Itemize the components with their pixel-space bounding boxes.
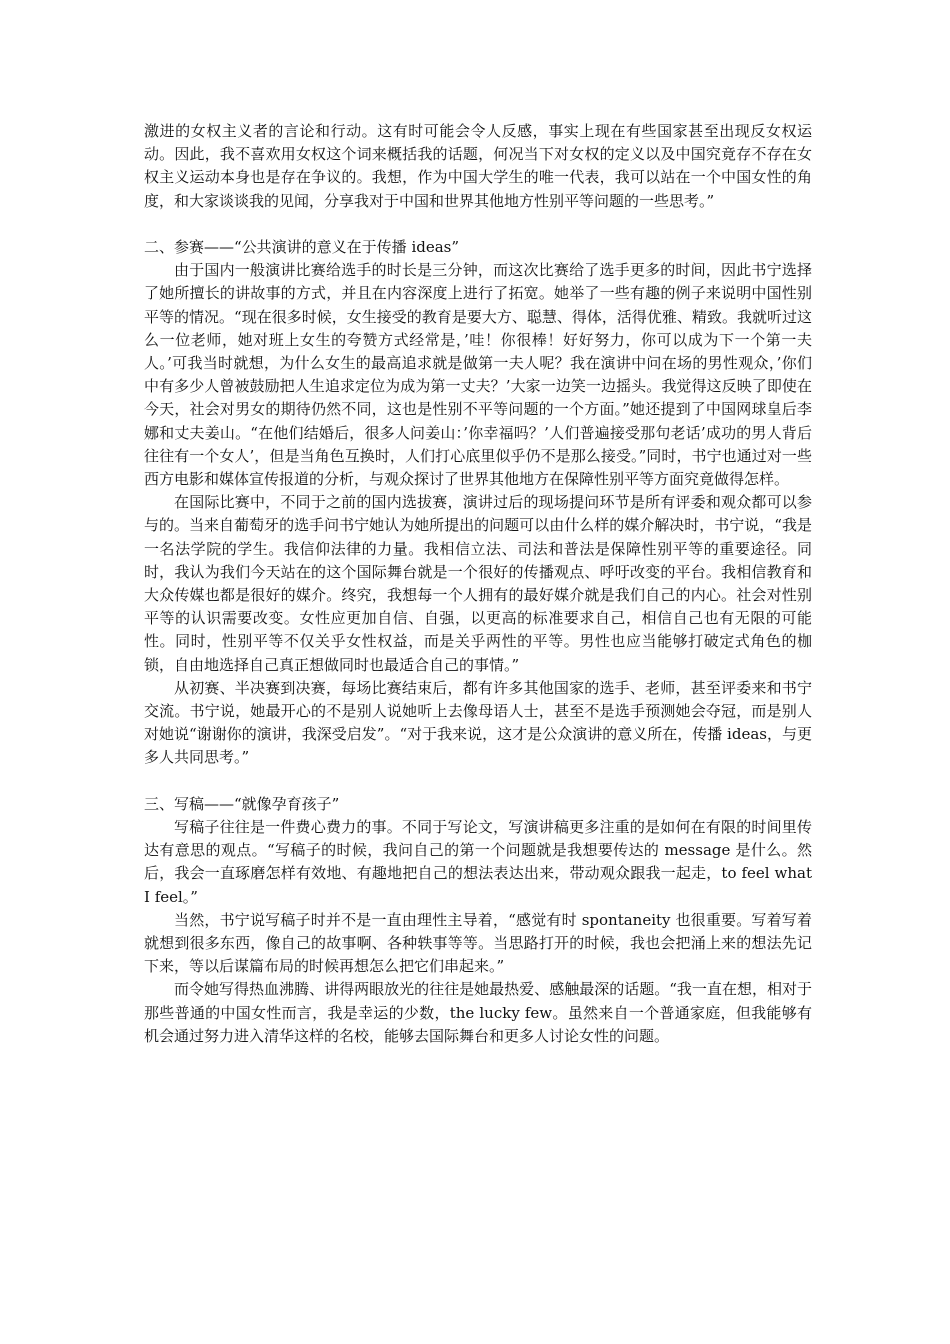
intro-paragraph: 激进的女权主义者的言论和行动。这有时可能会令人反感，事实上现在有些国家甚至出现反女权运动。因此，我不喜欢用女权这个词来概括我的话题，何况当下对女权的定义以及中国究竟存不存在女权主义运动本身也是存在争议的。我想，作为中国大学生的唯一代表，我可以站在一个中国女性的角度，和大家谈谈我的见闻，分享我对于中国和世界其他地方性别平等问题的一些思考。” <box>144 122 812 210</box>
section-2-paragraph-1: 由于国内一般演讲比赛给选手的时长是三分钟，而这次比赛给了选手更多的时间，因此书宁选择了她所擅长的讲故事的方式，并且在内容深度上进行了拓宽。她举了一些有趣的例子来说明中国性别平等的情况。“现在很多时候，女生接受的教育是要大方、聪慧、得体，活得优雅、精致。我就听过这么一位老师，她对班上女生的夸赞方式经常是，’哇！你很棒！好好努力，你可以成为下一个第一夫人。’可我当时就想，为什么女生的最高追求就是做第一夫人呢？我在演讲中问在场的男性观众，’你们中有多少人曾被鼓励把人生追求定位为成为第一丈夫？’大家一边笑一边摇头。我觉得这反映了即使在今天，社会对男女的期待仍然不同，这也是性别不平等问题的一个方面。”她还提到了中国网球皇后李娜和丈夫姜山。“在他们结婚后，很多人问姜山：’你幸福吗？’人们普遍接受那句老话’成功的男人背后往往有一个女人’，但是当角色互换时，人们打心底里似乎仍不是那么接受。”同时，书宁也通过对一些西方电影和媒体宣传报道的分析，与观众探讨了世界其他地方在保障性别平等方面究竟做得怎样。 <box>144 261 812 489</box>
section-2-paragraph-2: 在国际比赛中，不同于之前的国内选拔赛，演讲过后的现场提问环节是所有评委和观众都可以参与的。当来自葡萄牙的选手问书宁她认为她所提出的问题可以由什么样的媒介解决时，书宁说，“我是一名法学院的学生。我信仰法律的力量。我相信立法、司法和普法是保障性别平等的重要途径。同时，我认为我们今天站在的这个国际舞台就是一个很好的传播观点、呼吁改变的平台。我相信教育和大众传媒也都是很好的媒介。终究，我想每一个人拥有的最好媒介就是我们自己的内心。社会对性别平等的认识需要改变。女性应更加自信、自强，以更高的标准要求自己，相信自己也有无限的可能性。同时，性别平等不仅关乎女性权益，而是关乎两性的平等。男性也应当能够打破定式角色的枷锁，自由地选择自己真正想做同时也最适合自己的事情。” <box>144 493 812 674</box>
section-2-paragraph-3: 从初赛、半决赛到决赛，每场比赛结束后，都有许多其他国家的选手、老师，甚至评委来和书宁交流。书宁说，她最开心的不是别人说她听上去像母语人士，甚至不是选手预测她会夺冠，而是别人对她说“谢谢你的演讲，我深受启发”。“对于我来说，这才是公众演讲的意义所在，传播 ideas，与更多人共同思考。” <box>144 678 812 767</box>
section-2-heading: 二、参赛——“公共演讲的意义在于传播 ideas” <box>144 238 460 256</box>
section-3-paragraph-2: 当然，书宁说写稿子时并不是一直由理性主导着，“感觉有时 spontaneity 也很重要。写着写着就想到很多东西，像自己的故事啊、各种轶事等等。当思路打开的时候，我也会把涌上来的想法先记下来，等以后谋篇布局的时候再想怎么把它们串起来。” <box>144 910 812 976</box>
section-3-paragraph-3: 而令她写得热血沸腾、讲得两眼放光的往往是她最热爱、感触最深的话题。“我一直在想，相对于那些普通的中国女性而言，我是幸运的少数，the lucky few。虽然来自一个普通家庭，但我能够有机会通过努力进入清华这样的名校，能够去国际舞台和更多人讨论女性的问题。 <box>144 980 812 1045</box>
section-3-paragraph-1: 写稿子往往是一件费心费力的事。不同于写论文，写演讲稿更多注重的是如何在有限的时间里传达有意思的观点。“写稿子的时候，我问自己的第一个问题就是我想要传达的 message 是什么。然后，我会一直琢磨怎样有效地、有趣地把自己的想法表达出来，带动观众跟我一起走，to feel what I feel。” <box>144 818 812 906</box>
section-3-heading: 三、写稿——“就像孕育孩子” <box>144 794 340 813</box>
document-body <box>144 120 812 1048</box>
